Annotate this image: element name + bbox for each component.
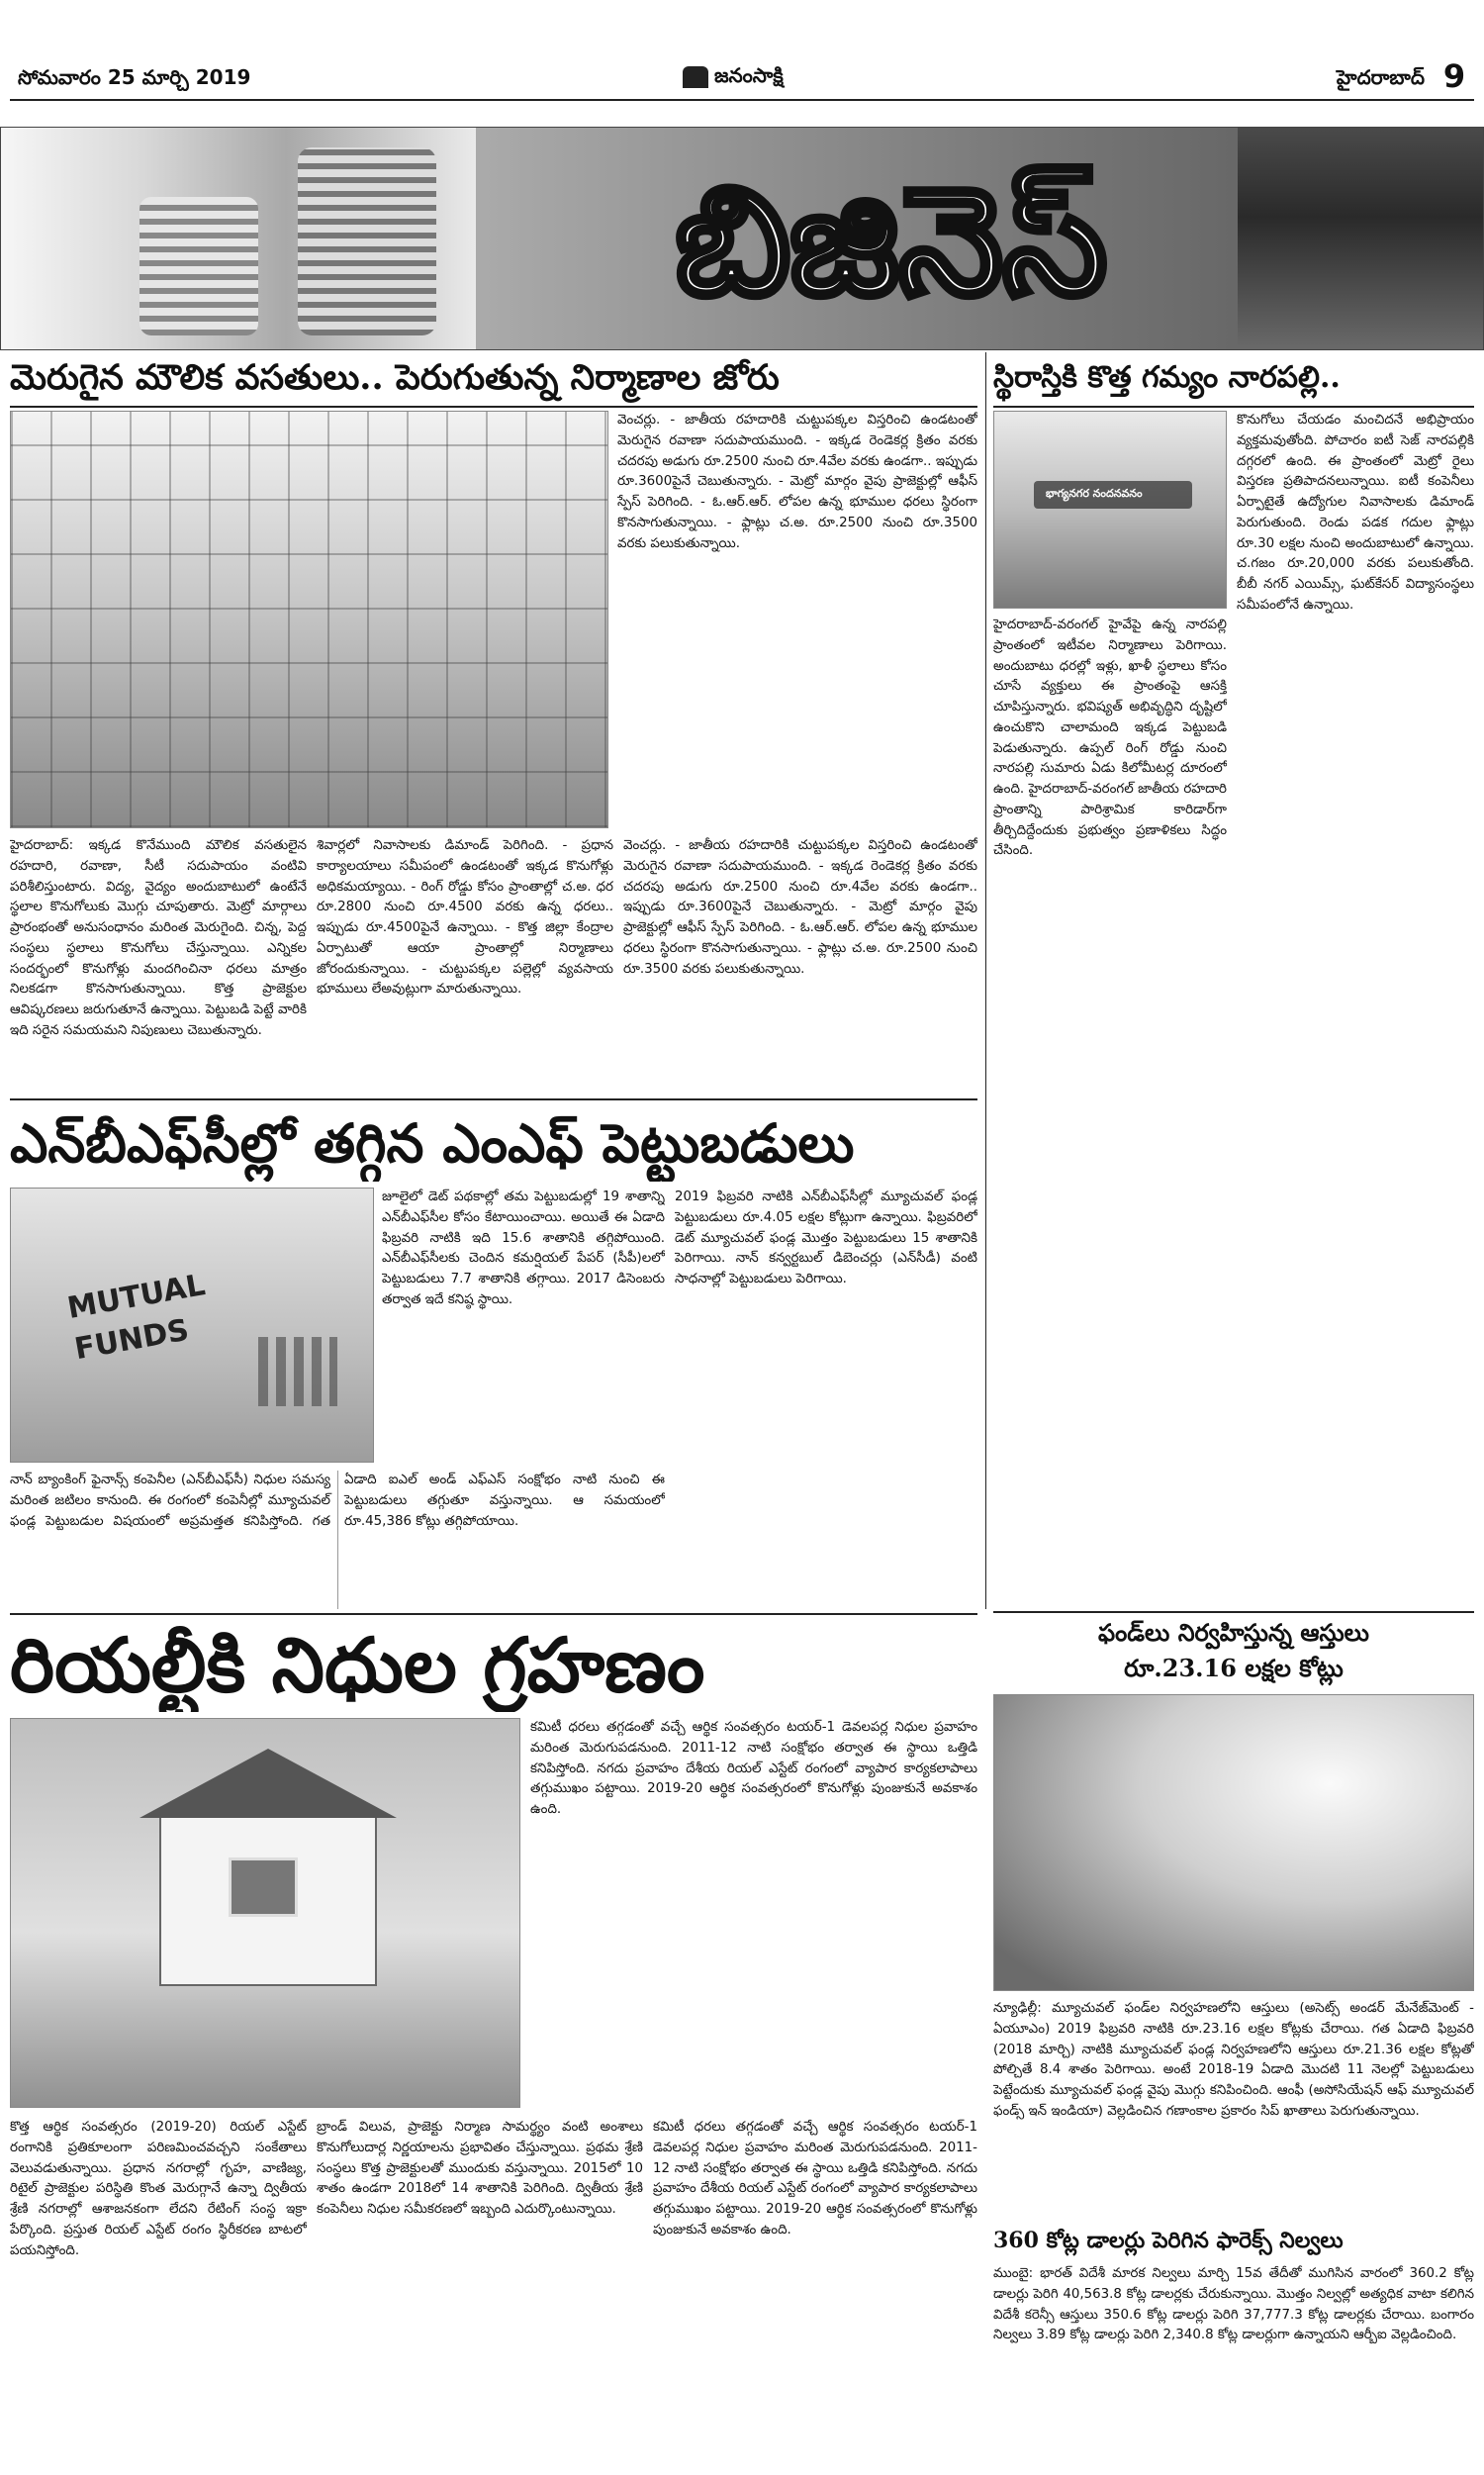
roof-icon bbox=[139, 1749, 397, 1818]
story4-headline: రియల్టీకి నిధుల గ్రహణం bbox=[10, 1621, 705, 1709]
story1-headline: మెరుగైన మౌలిక వసతులు.. పెరుగుతున్న నిర్మాణాల జోరు bbox=[10, 357, 780, 398]
logo-icon bbox=[683, 66, 708, 88]
section-rule-2 bbox=[10, 1613, 977, 1615]
story2-rule bbox=[993, 406, 1474, 408]
story3-headline: ఎన్‌బీఎఫ్‌సీల్లో తగ్గిన ఎంఎఫ్ పెట్టుబడులు bbox=[10, 1111, 855, 1175]
story3-column-b: 2019 ఫిబ్రవరి నాటికి ఎన్‌బీఎఫ్‌సీల్లో మ్యూచువల్ ఫండ్ల పెట్టుబడులు రూ.4.05 లక్షల కోట్లుగా ఉన్నాయి. ఫిబ్రవరిలో డెట్ మ్యూచువల్ ఫండ్ల మొత్తం పెట్టుబడులు 15 శాతానికి పెరిగాయి. నాన్ కన్వర్టబుల్ డిబెంచర్లు (ఎన్‌సీడీ) వంటి సాధనాల్లో పెట్టుబడులు పెరిగాయి. bbox=[675, 1190, 977, 1287]
chart-icon bbox=[258, 1337, 337, 1406]
house-photo bbox=[10, 1718, 520, 2108]
story4-column-a: కొత్త ఆర్థిక సంవత్సరం (2019-20) రియల్ ఎస్టేట్ రంగానికి ప్రతికూలంగా పరిణమించవచ్చని సంకేతాలు వెలువడుతున్నాయి. ప్రధాన నగరాల్లో గృహ, వాణిజ్య, రిటైల్ ప్రాజెక్టుల పరిస్థితి కొంత మెరుగ్గానే ఉన్నా ద్వితీయ శ్రేణి నగరాల్లో ఆశాజనకంగా లేదని రేటింగ్ సంస్థ ఇక్రా పేర్కొంది. ప్రస్తుత రియల్ ఎస్టేట్ రంగం స్థిరీకరణ బాటలో పయనిస్తోంది. bbox=[10, 2120, 307, 2258]
section-rule bbox=[10, 1098, 977, 1100]
story1-rule bbox=[10, 406, 977, 408]
window-icon bbox=[229, 1857, 298, 1917]
story5-rule bbox=[993, 1611, 1474, 1613]
coin-stack-icon bbox=[298, 147, 436, 335]
story2-column-a: హైదరాబాద్-వరంగల్ హైవేపై ఉన్న నారపల్లి ప్రాంతంలో ఇటీవల నిర్మాణాలు పెరిగాయి. అందుబాటు ధరల్లో ఇళ్లు, ఖాళీ స్థలాలు కోసం చూసే వ్యక్తులు ఈ ప్రాంతంపై ఆసక్తి చూపిస్తున్నారు. భవిష్యత్ అభివృద్ధిని దృష్టిలో ఉంచుకొని చాలామంది ఇక్కడ పెట్టుబడి పెడుతున్నారు. ఉప్పల్ రింగ్ రోడ్డు నుంచి నారపల్లి సుమారు ఏడు కిలోమీటర్ల దూరంలో ఉంది. హైదరాబాద్-వరంగల్ జాతీయ రహదారి ప్రాంతాన్ని పారిశ్రామిక కారిడార్‌గా తీర్చిదిద్దేందుకు ప్రభుత్వం ప్రణాళికలు సిద్ధం చేసింది. bbox=[993, 618, 1227, 859]
paper-name: జనంసాక్షి bbox=[714, 62, 784, 87]
story1-column-b: శివార్లలో నివాసాలకు డిమాండ్ పెరిగింది. - ప్రధాన కార్యాలయాలు సమీపంలో ఉండటంతో ఇక్కడ కొనుగోళ్లు అధికమయ్యాయి. - రింగ్ రోడ్డు కోసం ప్రాంతాల్లో చ.అ. ధర రూ.2800 నుంచి రూ.4500 వరకు ఉన్న ధరలు.. ఇప్పుడు రూ.4500పైనే ఉన్నాయి. - కొత్త జిల్లా కేంద్రాల ఏర్పాటుతో ఆయా ప్రాంతాల్లో నిర్మాణాలు జోరందుకున్నాయి. - చుట్టుపక్కల పల్లెల్లో వ్యవసాయ భూములు లేఅవుట్లుగా మారుతున్నాయి. bbox=[317, 838, 613, 998]
story4-column-d: కమిటీ ధరలు తగ్గడంతో వచ్చే ఆర్థిక సంవత్సరం టయర్-1 డెవలపర్ల నిధుల ప్రవాహం మరింత మెరుగుపడనుంది. 2011-12 నాటి సంక్షోభం తర్వాత ఈ స్థాయి ఒత్తిడి కనిపిస్తోంది. నగదు ప్రవాహం దేశీయ రియల్ ఎస్టేట్ రంగంలో వ్యాపార కార్యకలాపాలు తగ్గుముఖం పట్టాయి. 2019-20 ఆర్థిక సంవత్సరంలో కొనుగోళ్లు పుంజుకునే అవకాశం ఉంది. bbox=[653, 2120, 977, 2237]
coin-stack-icon bbox=[139, 197, 258, 335]
coins-plant-photo bbox=[993, 1694, 1474, 1991]
city-name: హైదరాబాద్ bbox=[1336, 65, 1425, 89]
story3-column-c: నాన్ బ్యాంకింగ్ ఫైనాన్స్ కంపెనీల (ఎన్‌బీఎఫ్‌సీ) నిధుల సమస్య మరింత జటిలం కానుంది. ఈ రంగంలో కంపెనీల్లో మ్యూచువల్ ఫండ్ల పెట్టుబడుల విషయంలో అప్రమత్తత కనిపిస్తోంది. గత ఏడాది ఐఎల్ అండ్ ఎఫ్ఎస్ సంక్షోభం నాటి నుంచి ఈ పెట్టుబడులు తగ్గుతూ వస్తున్నాయి. ఆ సమయంలో రూ.45,386 కోట్లు తగ్గిపోయాయి. bbox=[10, 1473, 665, 1529]
construction-photo bbox=[10, 411, 608, 828]
story5-body: న్యూఢిల్లీ: మ్యూచువల్ ఫండ్‌ల నిర్వహణలోని ఆస్తులు (అసెట్స్ అండర్ మేనేజ్‌మెంట్ - ఏయూఎం) 2019 ఫిబ్రవరి నాటికి రూ.23.16 లక్షల కోట్లకు చేరాయి. గత ఏడాది ఫిబ్రవరి (2018 మార్చి) నాటికి మ్యూచువల్ ఫండ్ల నిర్వహణలోని ఆస్తులు రూ.21.36 లక్షల కోట్లతో పోల్చితే 8.4 శాతం పెరిగాయి. అంటే 2018-19 ఏడాది మొదటి 11 నెలల్లో పెట్టుబడులు పెట్టేందుకు మ్యూచువల్ ఫండ్ల వైపు మొగ్గు కనిపించింది. ఆంఫీ (అసోసియేషన్ ఆఫ్ మ్యూచువల్ ఫండ్స్ ఇన్ ఇండియా) వెల్లడించిన గణాంకాల ప్రకారం సిప్ ఖాతాలు పెరుగుతున్నాయి. bbox=[993, 2001, 1474, 2119]
masthead-title: బిజినెస్ bbox=[676, 154, 1107, 329]
header-rule bbox=[10, 99, 1474, 101]
mutual-funds-text: MUTUAL FUNDS bbox=[64, 1268, 208, 1368]
story5-headline-1: ఫండ్‌లు నిర్వహిస్తున్న ఆస్తులు bbox=[1098, 1618, 1369, 1647]
story5-headline-2: రూ.23.16 లక్షల కోట్లు bbox=[1124, 1654, 1344, 1682]
story3-column-a: జూలైలో డెట్ పథకాల్లో తమ పెట్టుబడుల్లో 19 శాతాన్ని ఎన్‌బీఎఫ్‌సీల కోసం కేటాయించాయి. అయితే ఈ ఏడాది ఫిబ్రవరి నాటికి ఇది 15.6 శాతానికి తగ్గిపోయింది. ఎన్‌బీఎఫ్‌సీలకు చెందిన కమర్షియల్ పేపర్ (సీపీ)లలో పెట్టుబడులు 7.7 శాతానికి తగ్గాయి. 2017 డిసెంబరు తర్వాత ఇదే కనిష్ఠ స్థాయి. bbox=[382, 1190, 665, 1307]
story2-column-b: కొనుగోలు చేయడం మంచిదనే అభిప్రాయం వ్యక్తమవుతోంది. పోచారం ఐటీ సెజ్ నారపల్లికి దగ్గరలో ఉంది. ఈ ప్రాంతంలో మెట్రో రైలు విస్తరణ ప్రతిపాదనలున్నాయి. ఐటీ కంపెనీలు ఏర్పాటైతే ఉద్యోగుల నివాసాలకు డిమాండ్ పెరుగుతుంది. రెండు పడక గదుల ఫ్లాట్లు రూ.30 లక్షల నుంచి అందుబాటులో ఉన్నాయి. చ.గజం రూ.20,000 వరకు పలుకుతోంది. బీబీ నగర్ ఎయిమ్స్, ఘట్‌కేసర్ విద్యాసంస్థలు సమీపంలోనే ఉన్నాయి. bbox=[1237, 413, 1474, 613]
story1-column-d: వెంచర్లు. - జాతీయ రహదారికి చుట్టుపక్కల విస్తరించి ఉండటంతో మెరుగైన రవాణా సదుపాయముంది. - ఇక్కడ రెండెకర్ల క్రితం వరకు చదరపు అడుగు రూ.2500 నుంచి రూ.4వేల వరకు ఉండగా.. ఇప్పుడు రూ.3600పైనే చెబుతున్నారు. - మెట్రో మార్గం వైపు ప్రాజెక్టుల్లో ఆఫీస్ స్పేస్ పెరిగింది. - ఓ.ఆర్.ఆర్. లోపల ఉన్న భూముల ధరలు స్థిరంగా కొనసాగుతున్నాయి. - ఫ్లాట్లు చ.అ. రూ.2500 నుంచి రూ.3500 వరకు పలుకుతున్నాయి. bbox=[623, 838, 977, 977]
mutual-funds-image bbox=[10, 1188, 374, 1463]
story6-body: ముంబై: భారత్ విదేశీ మారక నిల్వలు మార్చి 15వ తేదీతో ముగిసిన వారంలో 360.2 కోట్ల డాలర్లు పెరిగి 40,563.8 కోట్ల డాలర్లకు చేరుకున్నాయి. మొత్తం నిల్వల్లో అత్యధిక వాటా కలిగిన విదేశీ కరెన్సీ ఆస్తులు 350.6 కోట్ల డాలర్లు పెరిగి 37,777.3 కోట్ల డాలర్లకు చేరాయి. బంగారం నిల్వలు 3.89 కోట్ల డాలర్లు పెరిగి 2,340.8 కోట్ల డాలర్లుగా ఉన్నాయని ఆర్బీఐ వెల్లడించింది. bbox=[993, 2266, 1474, 2343]
paper-logo bbox=[683, 61, 821, 93]
gate-caption: భాగ్యనగర నందనవనం bbox=[1034, 481, 1192, 509]
stock-market-image bbox=[1238, 128, 1484, 350]
story1-column-c: వెంచర్లు. - జాతీయ రహదారికి చుట్టుపక్కల విస్తరించి ఉండటంతో మెరుగైన రవాణా సదుపాయముంది. - ఇక్కడ రెండెకర్ల క్రితం వరకు చదరపు అడుగు రూ.2500 నుంచి రూ.4వేల వరకు ఉండగా.. ఇప్పుడు రూ.3600పైనే చెబుతున్నారు. - మెట్రో మార్గం వైపు ప్రాజెక్టుల్లో ఆఫీస్ స్పేస్ పెరిగింది. - ఓ.ఆర్.ఆర్. లోపల ఉన్న భూముల ధరలు స్థిరంగా కొనసాగుతున్నాయి. - ఫ్లాట్లు చ.అ. రూ.2500 నుంచి రూ.3500 వరకు పలుకుతున్నాయి. bbox=[617, 413, 977, 551]
story6-headline: 360 కోట్ల డాలర్లు పెరిగిన ఫారెక్స్ నిల్వలు bbox=[993, 2228, 1344, 2253]
story2-headline: స్థిరాస్తికి కొత్త గమ్యం నారపల్లి.. bbox=[993, 360, 1341, 395]
story4-column-c: కమిటీ ధరలు తగ్గడంతో వచ్చే ఆర్థిక సంవత్సరం టయర్-1 డెవలపర్ల నిధుల ప్రవాహం మరింత మెరుగుపడనుంది. 2011-12 నాటి సంక్షోభం తర్వాత ఈ స్థాయి ఒత్తిడి కనిపిస్తోంది. నగదు ప్రవాహం దేశీయ రియల్ ఎస్టేట్ రంగంలో వ్యాపార కార్యకలాపాలు తగ్గుముఖం పట్టాయి. 2019-20 ఆర్థిక సంవత్సరంలో కొనుగోళ్లు పుంజుకునే అవకాశం ఉంది. bbox=[530, 1720, 977, 1818]
story1-column-a: హైదరాబాద్: ఇక్కడ కొనేముంది మౌలిక వసతులైన రహదారి, రవాణా, సీటీ సదుపాయం వంటివి పరిశీలిస్తుంటారు. విద్య, వైద్యం అందుబాటులో ఉంటేనే స్థలాల కొనుగోలుకు మొగ్గు చూపుతారు. మెట్రో మార్గాలు ప్రారంభంతో అనుసంధానం మరింత మెరుగైంది. చిన్న, పెద్ద సంస్థలు స్థలాలు కొనుగోలు చేస్తున్నాయి. ఎన్నికల సందర్భంలో కొనుగోళ్లు మందగించినా ధరలు మాత్రం నిలకడగా కొనసాగుతున్నాయి. కొత్త ప్రాజెక్టుల ఆవిష్కరణలు జరుగుతూనే ఉన్నాయి. పెట్టుబడి పెట్టే వారికి ఇది సరైన సమయమని నిపుణులు చెబుతున్నారు. bbox=[10, 838, 307, 1038]
vertical-divider bbox=[985, 352, 986, 1609]
page-number: 9 bbox=[1442, 57, 1466, 95]
narapalli-photo bbox=[993, 411, 1227, 609]
business-masthead bbox=[0, 127, 1484, 350]
story4-column-b: బ్రాండ్ విలువ, ప్రాజెక్టు నిర్మాణ సామర్థ్యం వంటి అంశాలు కొనుగోలుదార్ల నిర్ణయాలను ప్రభావితం చేస్తున్నాయి. ప్రథమ శ్రేణి సంస్థలు కొత్త ప్రాజెక్టులతో ముందుకు వస్తున్నాయి. 2015లో 10 శాతం ఉండగా 2018లో 14 శాతానికి పెరిగింది. ద్వితీయ శ్రేణి కంపెనీలు నిధుల సమీకరణలో ఇబ్బంది ఎదుర్కొంటున్నాయి. bbox=[317, 2120, 643, 2218]
issue-date: సోమవారం 25 మార్చి 2019 bbox=[18, 65, 251, 89]
